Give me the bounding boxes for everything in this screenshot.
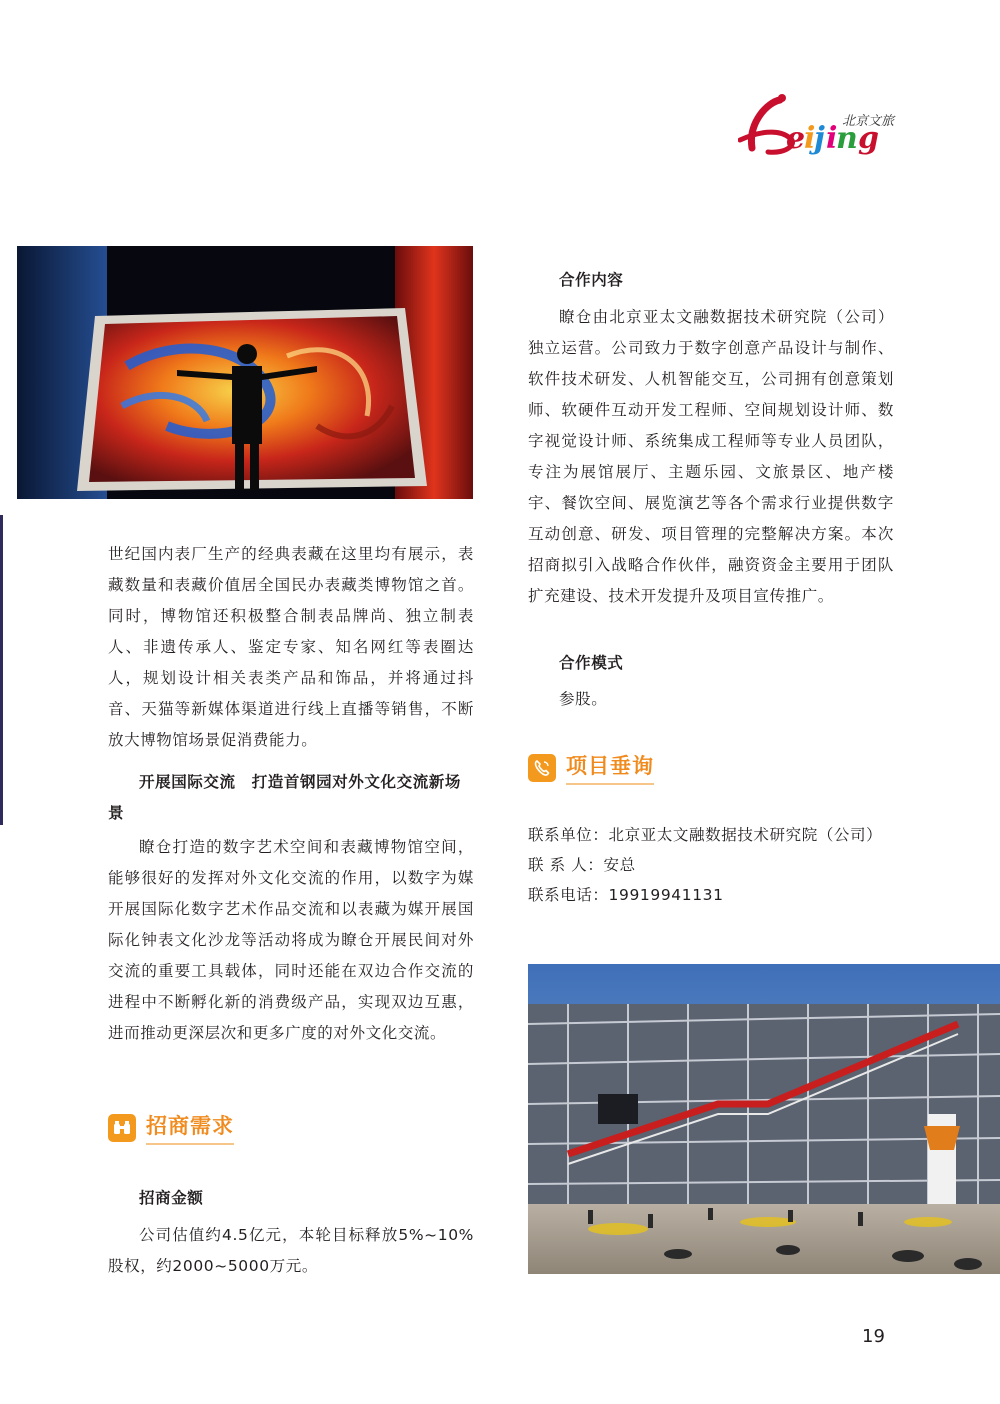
- svg-text:i: i: [826, 121, 838, 156]
- svg-text:g: g: [858, 121, 879, 156]
- binoculars-icon: [108, 1114, 136, 1142]
- subhead-investment-amount: 招商金额: [139, 1189, 204, 1207]
- contact-label: 联系电话：: [528, 886, 609, 904]
- section-title-inquiry: 项目垂询: [566, 750, 654, 785]
- cooperation-mode-paragraph: 参股。: [559, 690, 608, 708]
- contact-row-phone: [528, 880, 908, 910]
- investment-amount-paragraph: 公司估值约4.5亿元，本轮目标释放5%~10%股权，约2000~5000万元。: [108, 1226, 474, 1275]
- contact-value: 北京亚太文融数据技术研究院（公司）: [608, 826, 883, 844]
- page-number: 19: [862, 1326, 885, 1347]
- page-edge-mark: [0, 515, 3, 825]
- contact-value: 19919941131: [608, 886, 724, 904]
- contact-label: 联系单位：: [528, 826, 609, 844]
- section-title-investment: 招商需求: [146, 1110, 234, 1145]
- svg-text:j: j: [814, 121, 825, 156]
- beijing-tourism-logo: [738, 92, 898, 166]
- svg-text:i: i: [804, 121, 816, 156]
- centre-pompidou-building-photo: [528, 964, 1000, 1274]
- section-project-inquiry: [528, 750, 654, 785]
- contact-row-unit: [528, 820, 908, 850]
- subhead-international-exchange: 开展国际交流 打造首钢园对外文化交流新场景: [108, 773, 462, 822]
- contact-label: 联 系 人：: [528, 856, 604, 874]
- section-investment-demand: [108, 1110, 234, 1145]
- digital-art-photo: [17, 246, 473, 499]
- svg-text:n: n: [836, 121, 858, 156]
- logo-chinese-text: 北京文旅: [842, 114, 895, 129]
- contact-value: 安总: [603, 856, 636, 874]
- cooperation-content-paragraph: 瞭仓由北京亚太文融数据技术研究院（公司）独立运营。公司致力于数字创意产品设计与制作、软件技术研发、人机智能交互，公司拥有创意策划师、软硬件互动开发工程师、空间规划设计师、数字视觉设计师、系统集成工程师等专业人员团队，专注为展馆展厅、主题乐园、文旅景区、地产楼宇、餐饮空间、展览演艺等各个需求行业提供数字互动创意、研发、项目管理的完整解决方案。本次招商拟引入战略合作伙伴，融资资金主要用于团队扩充建设、技术开发提升及项目宣传推广。: [528, 308, 894, 605]
- building-illustration: [528, 964, 1000, 1274]
- contact-row-person: [528, 850, 908, 880]
- svg-text:e: e: [786, 121, 806, 156]
- intro-paragraph: 世纪国内表厂生产的经典表藏在这里均有展示，表藏数量和表藏价值居全国民办表藏类博物馆之首。同时，博物馆还积极整合制表品牌尚、独立制表人、非遗传承人、鉴定专家、知名网红等表圈达人，规划设计相关表类产品和饰品，并将通过抖音、天猫等新媒体渠道进行线上直播等销售，不断放大博物馆场景促消费能力。: [108, 545, 474, 749]
- subhead-cooperation-content: 合作内容: [559, 271, 624, 289]
- contact-list: [528, 820, 908, 910]
- exchange-paragraph: 瞭仓打造的数字艺术空间和表藏博物馆空间，能够很好的发挥对外文化交流的作用，以数字为媒开展国际化数字艺术作品交流和以表藏为媒开展国际化钟表文化沙龙等活动将成为瞭仓开展民间对外交流的重要工具载体，同时还能在双边合作交流的进程中不断孵化新的消费级产品，实现双边互惠，进而推动更深层次和更多广度的对外文化交流。: [108, 838, 474, 1042]
- digital-art-illustration: [17, 246, 473, 499]
- subhead-cooperation-mode: 合作模式: [559, 654, 624, 672]
- phone-icon: [528, 754, 556, 782]
- logo-graphic: [738, 92, 898, 166]
